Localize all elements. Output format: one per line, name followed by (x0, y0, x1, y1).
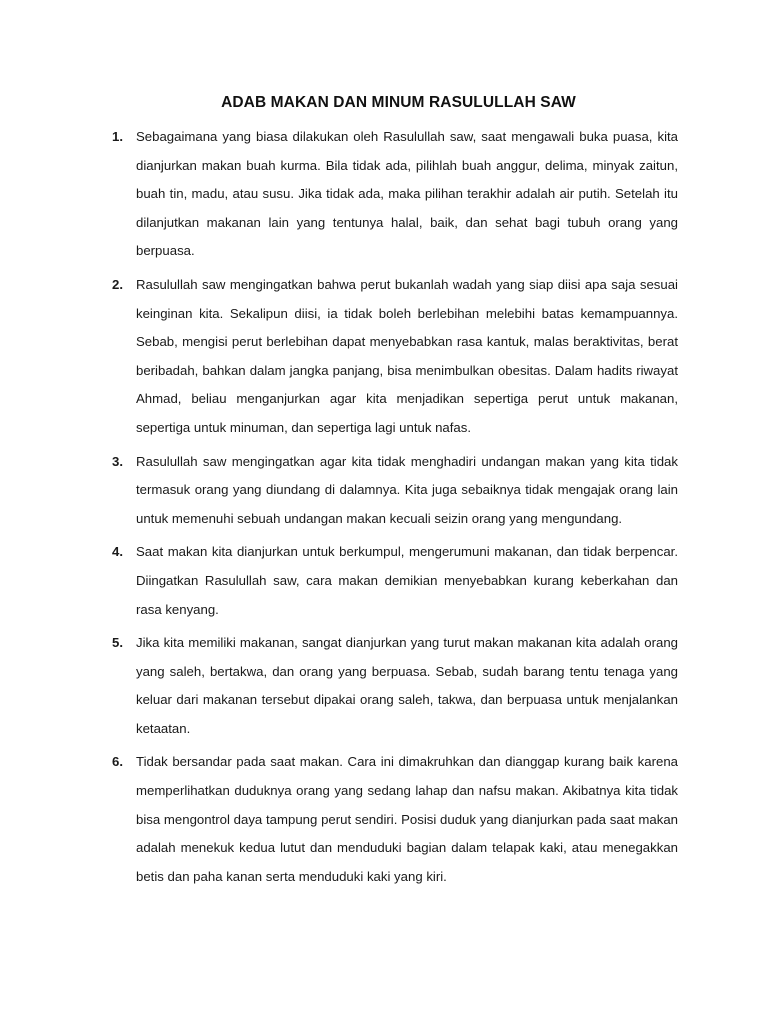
list-item-text: Jika kita memiliki makanan, sangat dianjurkan yang turut makan makanan kita adalah orang yang saleh, bertakwa, dan orang yang berpuasa. Sebab, sudah barang tentu tenaga yang keluar dari makanan tersebut dipakai orang saleh, takwa, dan berpuasa untuk menjalankan ketaatan. (136, 635, 678, 736)
list-item-number: 1. (112, 129, 123, 144)
list-item-text: Rasulullah saw mengingatkan bahwa perut bukanlah wadah yang siap diisi apa saja sesuai keinginan kita. Sekalipun diisi, ia tidak boleh berlebihan melebihi batas kemampuannya. Sebab, mengisi perut berlebihan dapat menyebabkan rasa kantuk, malas beraktivitas, berat beribadah, bahkan dalam jangka panjang, bisa menimbulkan obesitas. Dalam hadits riwayat Ahmad, beliau menganjurkan agar kita menjadikan sepertiga perut untuk makanan, sepertiga untuk minuman, dan sepertiga lagi untuk nafas. (136, 276, 678, 435)
document-title: ADAB MAKAN DAN MINUM RASULULLAH SAW (221, 94, 576, 111)
list-item (112, 629, 678, 743)
list-item-number: 3. (112, 453, 123, 469)
list-item-text: Sebagaimana yang biasa dilakukan oleh Rasulullah saw, saat mengawali buka puasa, kita dianjurkan makan buah kurma. Bila tidak ada, pilihlah buah anggur, delima, minyak zaitun, buah tin, madu, atau susu. Jika tidak ada, maka pilihan terakhir adalah air putih. Setelah itu dilanjutkan makanan lain yang tentunya halal, baik, dan sehat bagi tubuh orang yang berpuasa. (136, 129, 678, 259)
list-item-text: Tidak bersandar pada saat makan. Cara ini dimakruhkan dan dianggap kurang baik karena memperlihatkan duduknya orang yang sedang lahap dan nafsu makan. Akibatnya kita tidak bisa mengontrol daya tampung perut sendiri. Posisi duduk yang dianjurkan pada saat makan adalah menekuk kedua lutut dan menduduki bagian dalam telapak kaki, atau menegakkan betis dan paha kanan serta menduduki kaki yang kiri. (136, 754, 678, 884)
list-item-number: 4. (112, 544, 123, 560)
list-item (112, 748, 678, 891)
list-item (112, 538, 678, 624)
list-item-text: Rasulullah saw mengingatkan agar kita tidak menghadiri undangan makan yang kita tidak termasuk orang yang diundang di dalamnya. Kita juga sebaiknya tidak mengajak orang lain untuk memenuhi sebuah undangan makan kecuali seizin orang yang mengundang. (136, 453, 678, 526)
list-item (112, 271, 678, 443)
list-item-number: 5. (112, 635, 123, 651)
list-item-text: Saat makan kita dianjurkan untuk berkumpul, mengerumuni makanan, dan tidak berpencar. Diingatkan Rasulullah saw, cara makan demikian menyebabkan kurang keberkahan dan rasa kenyang. (136, 544, 678, 617)
list-item-number: 2. (112, 276, 123, 292)
list-item (112, 448, 678, 534)
list-item (112, 123, 678, 266)
etiquette-list (112, 123, 678, 896)
list-item-number: 6. (112, 754, 123, 770)
